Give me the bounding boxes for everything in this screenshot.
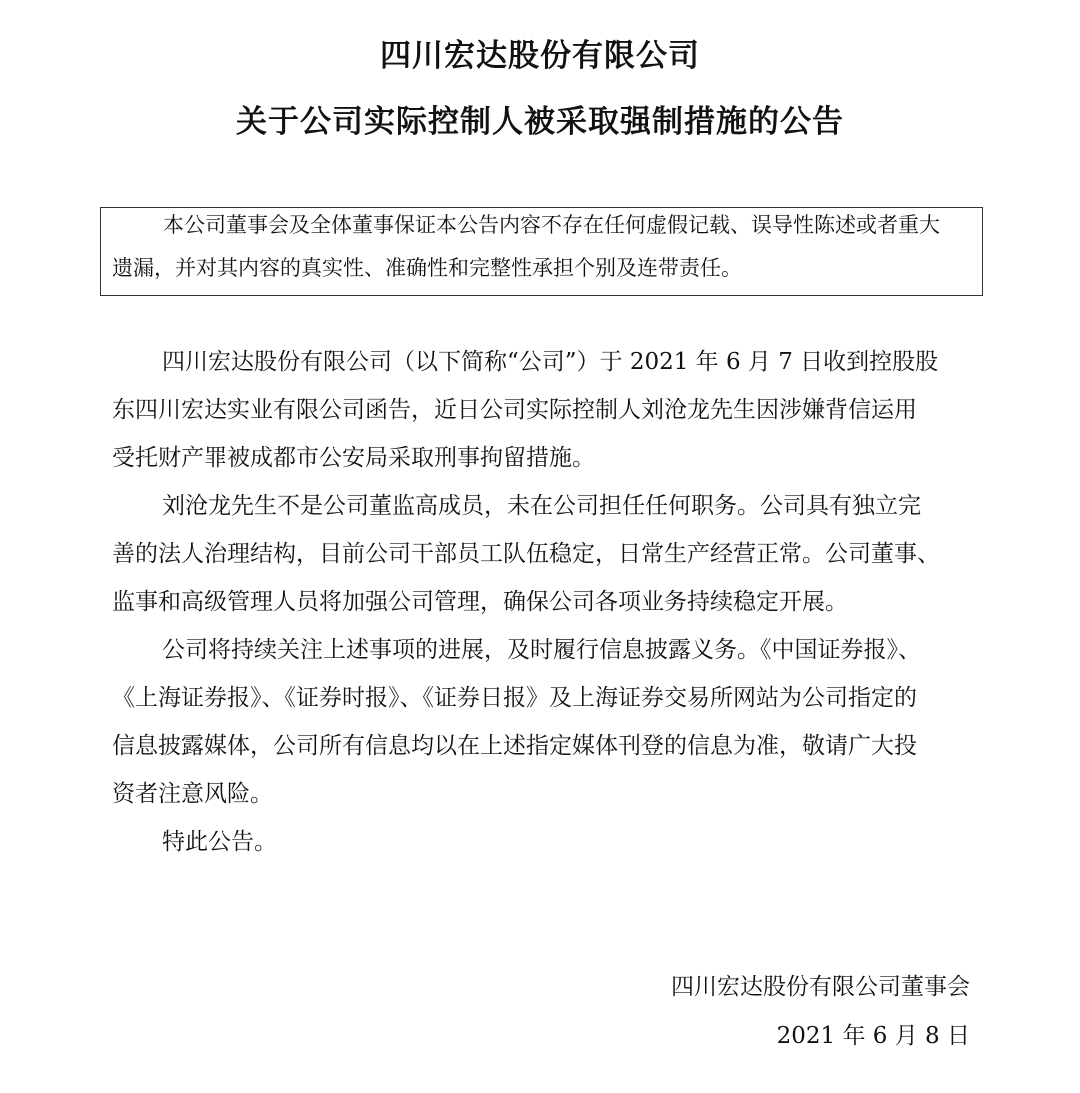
paragraph-line: 东四川宏达实业有限公司函告，近日公司实际控制人刘沧龙先生因涉嫌背信运用 — [112, 397, 917, 423]
paragraph-line: 信息披露媒体，公司所有信息均以在上述指定媒体刊登的信息为准，敬请广大投 — [112, 733, 917, 759]
signature-board: 四川宏达股份有限公司董事会 — [671, 974, 970, 1000]
paragraph-line: 受托财产罪被成都市公安局采取刑事拘留措施。 — [112, 445, 595, 471]
paragraph-line: 监事和高级管理人员将加强公司管理，确保公司各项业务持续稳定开展。 — [112, 589, 848, 615]
paragraph-line: 《上海证券报》、《证券时报》、《证券日报》及上海证券交易所网站为公司指定的 — [112, 685, 917, 711]
paragraph-line: 刘沧龙先生不是公司董监高成员，未在公司担任任何职务。公司具有独立完 — [162, 493, 921, 519]
paragraph-line: 资者注意风险。 — [112, 781, 273, 807]
paragraph-line: 公司将持续关注上述事项的进展，及时履行信息披露义务。《中国证券报》、 — [162, 637, 921, 663]
signature-date: 2021 年 6 月 8 日 — [776, 1023, 970, 1049]
disclaimer-line: 本公司董事会及全体董事保证本公告内容不存在任何虚假记载、误导性陈述或者重大 — [163, 213, 940, 237]
closing-line: 特此公告。 — [162, 829, 277, 855]
announcement-title: 关于公司实际控制人被采取强制措施的公告 — [236, 104, 844, 140]
paragraph-line: 善的法人治理结构，目前公司干部员工队伍稳定，日常生产经营正常。公司董事、 — [112, 541, 940, 567]
company-title: 四川宏达股份有限公司 — [380, 38, 700, 74]
paragraph-line: 四川宏达股份有限公司（以下简称“公司”）于 2021 年 6 月 7 日收到控股股 — [162, 349, 939, 375]
disclaimer-line: 遗漏，并对其内容的真实性、准确性和完整性承担个别及连带责任。 — [112, 256, 742, 280]
